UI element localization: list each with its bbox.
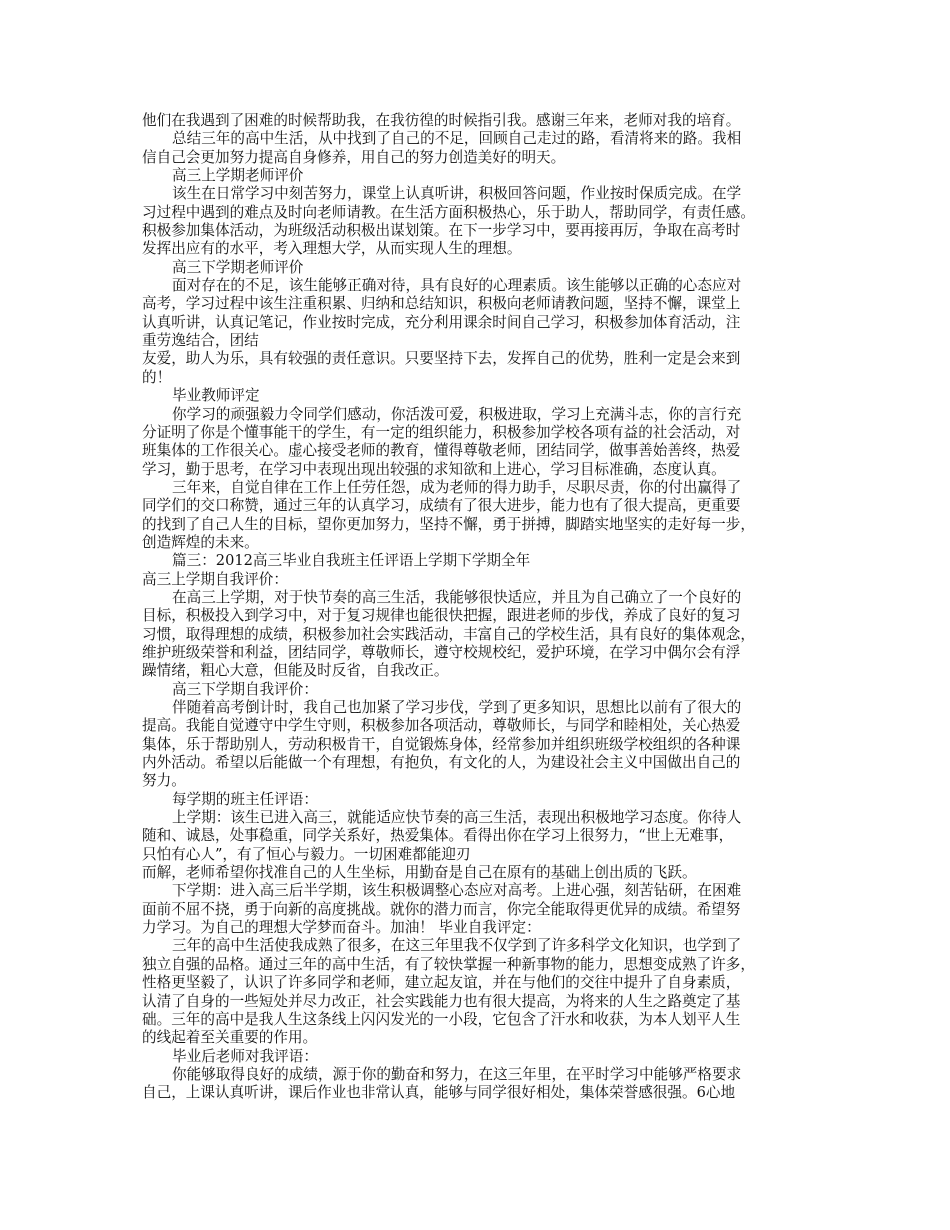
text-line: 只怕有心人”，有了恒心与毅力。一切困难都能迎刃 (142, 845, 471, 863)
text-line: 而解，老师希望你找准自己的人生坐标，用勤奋是自己在原有的基础上创出质的飞跃。 (142, 864, 697, 882)
text-line: 三年来，自觉自律在工作上任劳任怨，成为老师的得力助手，尽职尽责，你的付出赢得了 (172, 478, 742, 496)
text-line: 集体，乐于帮助别人，劳动积极肯干，自觉锻炼身体，经常参加并组织班级学校组织的各种课 (142, 735, 741, 753)
text-line: 重劳逸结合，团结 (142, 332, 259, 350)
text-line: 随和、诚恳，处事稳重，同学关系好，热爱集体。看得出你在学习上很努力，“世上无难事， (142, 827, 734, 845)
text-line: 的线起着至关重要的作用。 (142, 1029, 318, 1047)
text-line: 你学习的顽强毅力令同学们感动，你活泼可爱，积极进取，学习上充满斗志，你的言行充 (172, 405, 742, 423)
text-line: 伴随着高考倒计时，我自己也加紧了学习步伐，学到了更多知识，思想比以前有了很大的 (172, 699, 742, 716)
text-line: 高考，学习过程中该生注重积累、归纳和总结知识，积极向老师请教问题，坚持不懈，课堂上 (142, 295, 741, 313)
text-line: 内外活动。希望以后能做一个有理想，有抱负，有文化的人，为建设社会主义中国做出自己的 (142, 754, 741, 772)
text-line: 力学习。为自己的理想大学梦而奋斗。加油！ 毕业自我评定： (142, 919, 541, 937)
text-line: 总结三年的高中生活，从中找到了自己的不足，回顾自己走过的路，看清将来的路。我相 (172, 130, 742, 148)
text-line: 独立自强的品格。通过三年的高中生活，有了较快掌握一种新事物的能力，思想变成熟了许多， (142, 955, 755, 973)
text-line: 努力。 (142, 772, 186, 790)
text-line: 班集体的工作很关心。虚心接受老师的教育，懂得尊敬老师，团结同学，做事善始善终，热爱 (142, 442, 741, 460)
text-line: 面前不屈不挠，勇于向新的高度挑战。就你的潜力而言，你完全能取得更优异的成绩。希望努 (142, 900, 741, 918)
text-line: 同学们的交口称赞，通过三年的认真学习，成绩有了很大进步，能力也有了很大提高，更重要 (142, 497, 741, 515)
document-page (142, 112, 812, 1103)
text-line: 下学期：进入高三后半学期，该生积极调整心态应对高考。上进心强，刻苦钻研，在困难 (172, 882, 742, 900)
text-line: 创造辉煌的未来。 (142, 533, 259, 551)
text-line: 习惯，取得理想的成绩，积极参加社会实践活动，丰富自己的学校生活，具有良好的集体观念， (142, 625, 755, 643)
text-line: 高三下学期老师评价 (172, 258, 304, 276)
text-line: 高三上学期老师评价 (172, 167, 304, 185)
text-line: 提高。我能自觉遵守中学生守则，积极参加各项活动，尊敬师长，与同学和睦相处，关心热爱 (142, 717, 741, 735)
text-line: 高三下学期自我评价： (172, 680, 318, 698)
text-line: 毕业后老师对我评语： (172, 1047, 318, 1065)
text-line: 你能够取得良好的成绩，源于你的勤奋和努力，在这三年里，在平时学习中能够严格要求 (172, 1065, 742, 1083)
text-line: 上学期：该生已进入高三，就能适应快节奏的高三生活，表现出积极地学习态度。你待人 (172, 809, 742, 827)
text-line: 信自己会更加努力提高自身修养，用自己的努力创造美好的明天。 (142, 148, 566, 166)
text-line: 高三上学期自我评价： (142, 570, 288, 588)
text-line: 发挥出应有的水平，考入理想大学，从而实现人生的理想。 (142, 240, 522, 258)
text-line: 维护班级荣誉和利益，团结同学，尊敬师长，遵守校规校纪，爱护环境，在学习中偶尔会有浮 (142, 643, 741, 661)
text-line: 学习，勤于思考，在学习中表现出现出较强的求知欲和上进心，学习目标准确，态度认真。 (142, 460, 726, 478)
text-line: 自己，上课认真听讲，课后作业也非常认真，能够与同学很好相处，集体荣誉感很强。6心地 (142, 1084, 736, 1102)
text-line: 篇三：2012高三毕业自我班主任评语上学期下学期全年 (172, 552, 531, 570)
text-line: 在高三上学期，对于快节奏的高三生活，我能够很快适应，并且为自己确立了一个良好的 (172, 588, 742, 606)
text-line: 面对存在的不足，该生能够正确对待，具有良好的心理素质。该生能够以正确的心态应对 (172, 277, 742, 295)
text-line: 他们在我遇到了困难的时候帮助我，在我彷徨的时候指引我。感谢三年来，老师对我的培育。 (142, 112, 741, 129)
text-line: 友爱，助人为乐，具有较强的责任意识。只要坚持下去，发挥自己的优势，胜利一定是会来到 (142, 350, 741, 368)
text-line: 性格更坚毅了，认识了许多同学和老师，建立起友谊，并在与他们的交往中提升了自身素质， (142, 974, 741, 992)
text-line: 认真听讲，认真记笔记，作业按时完成，充分利用课余时间自己学习，积极参加体育活动，注 (142, 313, 741, 331)
text-line: 每学期的班主任评语： (172, 790, 318, 808)
text-line: 积极参加集体活动，为班级活动积极出谋划策。在下一步学习中，要再接再厉，争取在高考时 (142, 222, 741, 240)
text-line: 毕业教师评定 (172, 387, 260, 405)
text-line: 分证明了你是个懂事能干的学生，有一定的组织能力，积极参加学校各项有益的社会活动，对 (142, 423, 741, 441)
text-line: 习过程中遇到的难点及时向老师请教。在生活方面积极热心，乐于助人，帮助同学，有责任感。 (142, 203, 755, 221)
text-line: 三年的高中生活使我成熟了很多，在这三年里我不仅学到了许多科学文化知识，也学到了 (172, 937, 742, 955)
text-line: 认清了自身的一些短处并尽力改正，社会实践能力也有很大提高，为将来的人生之路奠定了基 (142, 992, 741, 1010)
text-line: 躁情绪，粗心大意，但能及时反省，自我改正。 (142, 662, 449, 680)
text-line: 目标，积极投入到学习中，对于复习规律也能很快把握，跟进老师的步伐，养成了良好的复习 (142, 607, 741, 625)
text-line: 的！ (142, 368, 172, 386)
text-line: 的找到了自己人生的目标，望你更加努力，坚持不懈，勇于拼搏，脚踏实地坚实的走好每一步， (142, 515, 755, 533)
text-line: 该生在日常学习中刻苦努力，课堂上认真听讲，积极回答问题，作业按时保质完成。在学 (172, 185, 742, 203)
text-line: 础。三年的高中是我人生这条线上闪闪发光的一小段，它包含了汗水和收获，为本人划平人生 (142, 1010, 741, 1028)
